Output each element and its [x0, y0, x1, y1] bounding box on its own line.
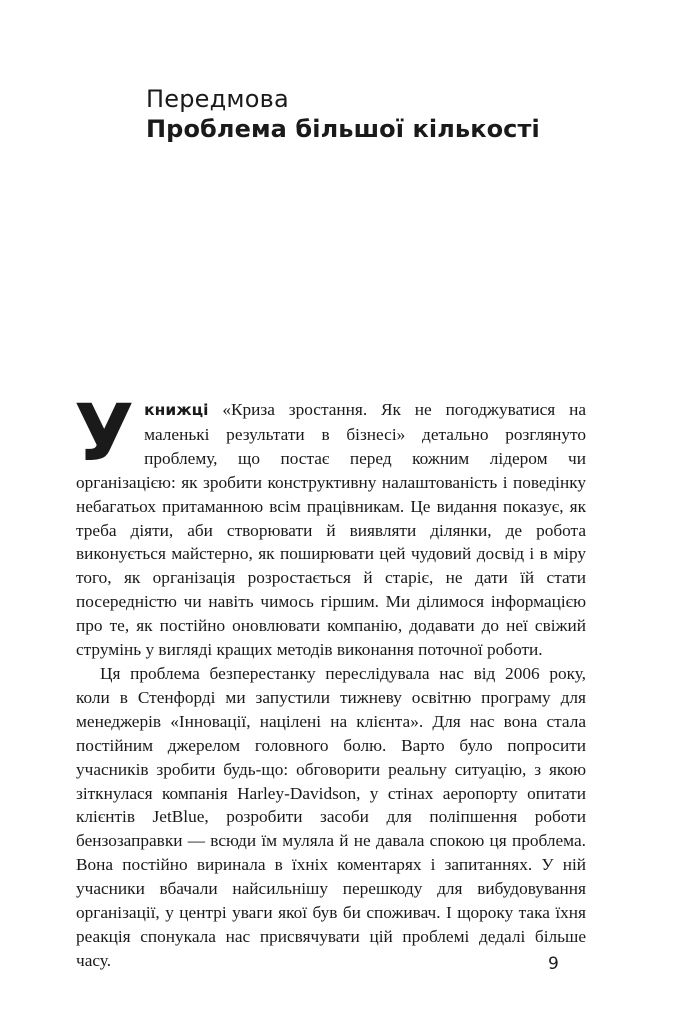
paragraph-1-text: «Криза зростання. Як не погоджуватися на маленькі результати в бізнесі» детально розглянуто проблему, що постає перед кожним лідером чи організацією: як зробити конструктивну налаштованість і поведінку небагатьох притаманною всім працівникам. Це видання показує, як треба діяти, аби створювати й виявляти ділянки, де робота виконується майстерно, як поширювати цей чудовий досвід і в міру того, як організація розростається й старіє, не дати їй стати посередністю чи навіть чимось гіршим. Ми ділимося інформацією про те, як постійно оновлювати компанію, додавати до неї свіжий струмінь у вигляді кращих методів виконання поточної роботи.	[76, 400, 586, 660]
preface-label: Передмова	[146, 85, 289, 113]
body-text	[74, 389, 586, 973]
paragraph-2: Ця проблема безперестанку переслідувала нас від 2006 року, коли в Стенфорді ми запустили тижневу освітню програму для менеджерів «Інновації, націлені на клієнта». Для нас вона стала постійним джерелом головного болю. Варто було попросити учасників зробити будь-що: обговорити реальну ситуацію, з якою зіткнулася компанія Harley-Davidson, у стінах аеропорту опитати клієнтів JetBlue, розробити засоби для поліпшення роботи бензозаправки — всюди їм муляла й не давала спокою ця проблема. Вона постійно виринала в їхніх коментарях і запитаннях. У ній учасники вбачали найсильнішу перешкоду для вибудовування організації, у центрі уваги якої був би споживач. І щороку така їхня реакція спонукала нас присвячувати цій проблемі дедалі більше часу.	[76, 663, 586, 970]
paragraph-1	[74, 389, 586, 662]
first-word: книжці	[144, 401, 209, 419]
chapter-heading	[146, 84, 626, 144]
drop-cap: У	[74, 389, 135, 479]
page-number: 9	[548, 954, 559, 974]
chapter-title: Проблема більшої кількості	[146, 115, 540, 143]
